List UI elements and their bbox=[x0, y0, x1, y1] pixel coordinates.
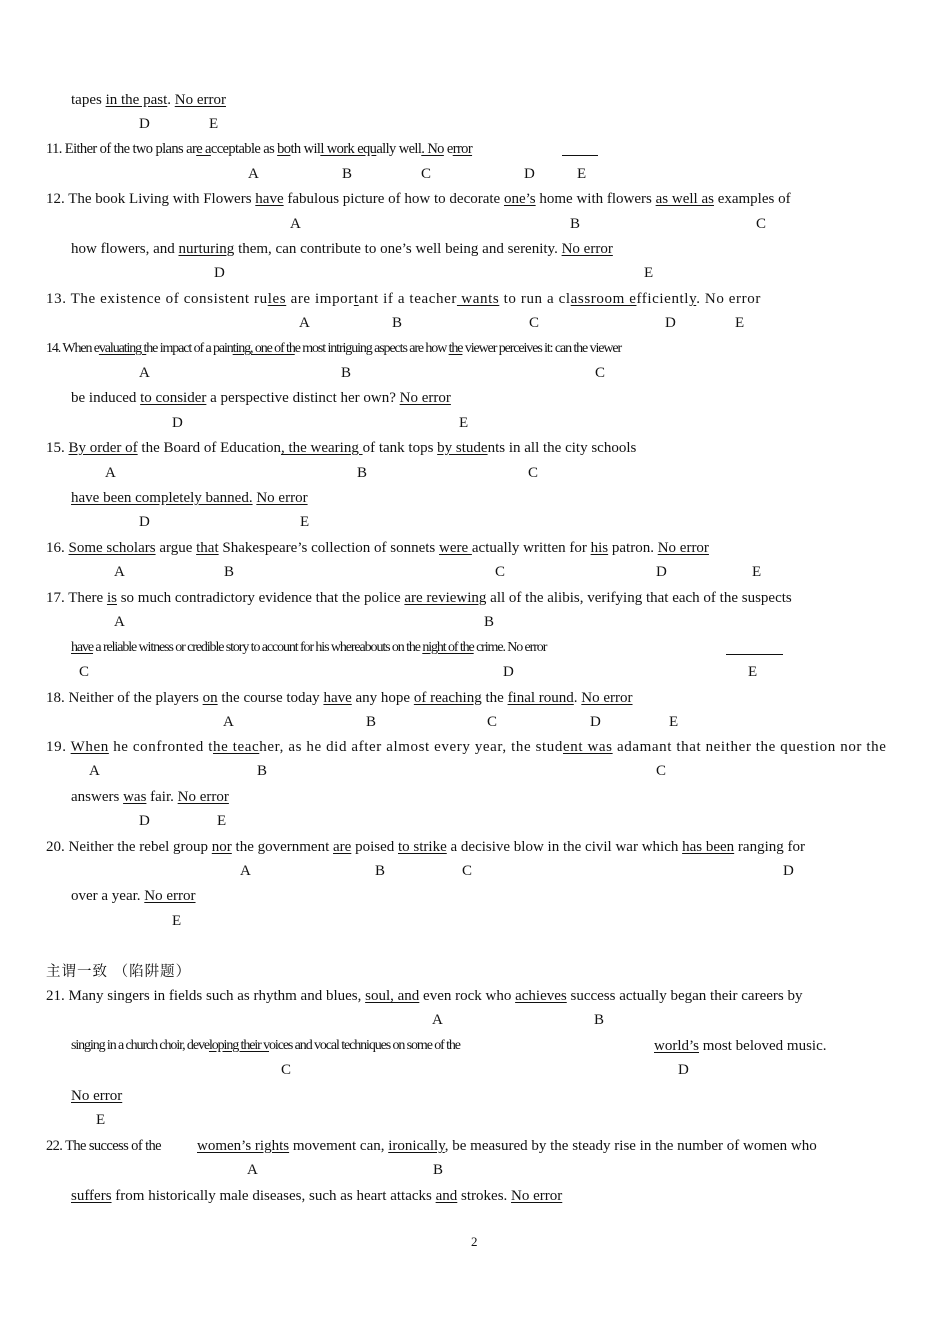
underlined-segment: No error bbox=[71, 1088, 123, 1104]
underlined-segment: as well as bbox=[655, 191, 714, 207]
question-line bbox=[71, 1187, 562, 1205]
text-segment: them, can contribute to one’s well being and serenity. bbox=[234, 241, 562, 257]
text-segment: be induced bbox=[71, 390, 141, 406]
choice-letter: D bbox=[172, 415, 183, 431]
question-line bbox=[654, 1037, 827, 1055]
choice-letter: D bbox=[678, 1062, 689, 1078]
text-segment: all of the alibis, verifying that each of the suspects bbox=[486, 590, 792, 606]
text-segment: success actually began their careers by bbox=[566, 988, 803, 1004]
underlined-segment: No error bbox=[657, 540, 709, 556]
underlined-segment: suffers bbox=[71, 1188, 112, 1204]
page-number: 2 bbox=[471, 1234, 478, 1249]
underlined-segment: women’s rights bbox=[197, 1138, 290, 1154]
text-segment: . bbox=[573, 690, 582, 706]
text-segment: any hope bbox=[351, 690, 414, 706]
text-segment: the course today bbox=[217, 690, 324, 706]
question-line bbox=[46, 340, 621, 358]
underlined-segment: have bbox=[323, 690, 352, 706]
text-segment: a decisive blow in the civil war which bbox=[446, 839, 683, 855]
choice-letter: E bbox=[752, 564, 762, 580]
question-line bbox=[197, 1137, 817, 1155]
choice-letter: A bbox=[432, 1012, 443, 1028]
underlined-segment: Some scholars bbox=[68, 540, 156, 556]
question-line bbox=[71, 489, 308, 507]
question-line bbox=[46, 738, 887, 756]
text-segment: of tank tops bbox=[362, 440, 438, 456]
text-segment: how flowers, and bbox=[71, 241, 179, 257]
question-line bbox=[46, 589, 792, 607]
text-segment: he confronted t bbox=[108, 739, 214, 755]
question-line bbox=[46, 838, 805, 856]
underlined-segment: night of the bbox=[422, 640, 474, 655]
text-segment: 19. bbox=[46, 739, 71, 755]
underlined-segment: rror bbox=[452, 141, 473, 157]
text-segment: singing in a church choir, deve bbox=[71, 1038, 209, 1053]
choice-letter: C bbox=[529, 315, 540, 331]
underlined-segment: ent was bbox=[563, 739, 613, 755]
text-segment: . bbox=[167, 92, 175, 108]
answer-blank bbox=[726, 654, 783, 655]
text-segment: the bbox=[481, 690, 508, 706]
underlined-segment: have been completely banned. bbox=[71, 490, 253, 506]
underlined-segment: ting, one of th bbox=[232, 341, 295, 356]
text-segment: 21. Many singers in fields such as rhythm and blues, bbox=[46, 988, 366, 1004]
question-line bbox=[46, 439, 636, 457]
text-segment: 16. bbox=[46, 540, 69, 556]
underlined-segment: y bbox=[689, 291, 697, 307]
text-segment: her, as he did after almost every year, the stud bbox=[259, 739, 564, 755]
underlined-segment: les bbox=[267, 291, 287, 307]
underlined-segment: of reaching bbox=[413, 690, 482, 706]
underlined-segment: his bbox=[590, 540, 609, 556]
choice-letter: E bbox=[96, 1112, 106, 1128]
choice-letter: D bbox=[665, 315, 676, 331]
text-segment: 22. The success of the bbox=[46, 1138, 161, 1154]
choice-letter: C bbox=[487, 714, 498, 730]
question-line bbox=[46, 539, 709, 557]
underlined-segment: by stude bbox=[437, 440, 488, 456]
choice-letter: A bbox=[299, 315, 310, 331]
text-segment: cceptable as bbox=[210, 141, 278, 157]
choice-letter: D bbox=[524, 166, 535, 182]
question-line bbox=[71, 1037, 460, 1055]
underlined-segment: wants bbox=[456, 291, 500, 307]
text-segment: 11. Either of the two plans ar bbox=[46, 141, 197, 157]
question-line bbox=[71, 1087, 122, 1105]
underlined-segment: bo bbox=[277, 141, 291, 157]
choice-letter: A bbox=[247, 1162, 258, 1178]
text-segment: 14. When e bbox=[46, 341, 99, 356]
underlined-segment: No error bbox=[144, 888, 196, 904]
question-line bbox=[46, 190, 791, 208]
underlined-segment: No error bbox=[174, 92, 226, 108]
text-segment: are impor bbox=[286, 291, 354, 307]
text-segment: from historically male diseases, such as heart attacks bbox=[111, 1188, 436, 1204]
underlined-segment: were bbox=[438, 540, 472, 556]
choice-letter: A bbox=[114, 564, 125, 580]
text-segment: fair. bbox=[146, 789, 178, 805]
underlined-segment: No error bbox=[399, 390, 451, 406]
choice-letter: A bbox=[105, 465, 116, 481]
choice-letter: B bbox=[366, 714, 377, 730]
underlined-segment: achieves bbox=[515, 988, 567, 1004]
choice-letter: A bbox=[89, 763, 100, 779]
choice-letter: B bbox=[484, 614, 495, 630]
choice-letter: C bbox=[281, 1062, 292, 1078]
text-segment: ally well bbox=[376, 141, 422, 157]
choice-letter: D bbox=[214, 265, 225, 281]
text-segment: th wil bbox=[290, 141, 321, 157]
section-heading: 主谓一致 （陷阱题） bbox=[46, 964, 192, 980]
choice-letter: E bbox=[300, 514, 310, 530]
choice-letter: B bbox=[257, 763, 268, 779]
text-segment: 18. Neither of the players bbox=[46, 690, 203, 706]
text-segment: most beloved music. bbox=[699, 1038, 827, 1054]
text-segment: tapes bbox=[71, 92, 106, 108]
text-segment: a perspective distinct her own? bbox=[206, 390, 400, 406]
underlined-segment: ironically bbox=[388, 1138, 445, 1154]
question-line bbox=[46, 987, 802, 1005]
question-line bbox=[71, 240, 613, 258]
choice-letter: D bbox=[139, 514, 150, 530]
text-segment: oices and vocal techniques on some of the bbox=[269, 1038, 460, 1053]
choice-letter: C bbox=[462, 863, 473, 879]
question-line bbox=[71, 91, 226, 109]
underlined-segment: soul, and bbox=[365, 988, 420, 1004]
choice-letter: B bbox=[342, 166, 353, 182]
choice-letter: B bbox=[357, 465, 368, 481]
choice-letter: A bbox=[248, 166, 259, 182]
underlined-segment: he teac bbox=[213, 739, 260, 755]
choice-letter: E bbox=[459, 415, 469, 431]
choice-letter: D bbox=[590, 714, 601, 730]
choice-letter: B bbox=[375, 863, 386, 879]
underlined-segment: valuating t bbox=[98, 341, 147, 356]
underlined-segment: , the wearing bbox=[280, 440, 363, 456]
choice-letter: A bbox=[139, 365, 150, 381]
text-segment: strokes. bbox=[457, 1188, 512, 1204]
question-line bbox=[71, 788, 229, 806]
underlined-segment: to consider bbox=[140, 390, 207, 406]
underlined-segment: No error bbox=[511, 1188, 563, 1204]
underlined-segment: nor bbox=[211, 839, 232, 855]
underlined-segment: and bbox=[435, 1188, 458, 1204]
question-line bbox=[71, 639, 546, 657]
underlined-segment: are bbox=[333, 839, 352, 855]
underlined-segment: l work equ bbox=[320, 141, 377, 157]
text-segment: argue bbox=[155, 540, 197, 556]
choice-letter: E bbox=[669, 714, 679, 730]
text-segment: 20. Neither the rebel group bbox=[46, 839, 212, 855]
text-segment: e most intriguing aspects are how bbox=[294, 341, 449, 356]
choice-letter: C bbox=[656, 763, 667, 779]
text-segment: 13. The existence of consistent ru bbox=[46, 291, 268, 307]
text-segment: answers bbox=[71, 789, 124, 805]
underlined-segment: assroom e bbox=[570, 291, 637, 307]
text-segment: a reliable witness or credible story to account for his whereabouts on the bbox=[93, 640, 423, 655]
text-segment: e bbox=[443, 141, 453, 157]
choice-letter: D bbox=[139, 813, 150, 829]
underlined-segment: loping their v bbox=[208, 1038, 270, 1053]
choice-letter: B bbox=[341, 365, 352, 381]
question-line bbox=[46, 689, 633, 707]
underlined-segment: e a bbox=[196, 141, 211, 157]
question-line bbox=[46, 290, 761, 308]
underlined-segment: . No bbox=[421, 141, 444, 157]
choice-letter: E bbox=[644, 265, 654, 281]
choice-letter: A bbox=[290, 216, 301, 232]
text-segment: , be measured by the steady rise in the number of women who bbox=[444, 1138, 817, 1154]
choice-letter: B bbox=[570, 216, 581, 232]
text-segment: 12. The book Living with Flowers bbox=[46, 191, 256, 207]
choice-letter: C bbox=[756, 216, 767, 232]
text-segment: he impact of a pain bbox=[146, 341, 233, 356]
underlined-segment: was bbox=[123, 789, 147, 805]
choice-letter: D bbox=[783, 863, 794, 879]
underlined-segment: No error bbox=[256, 490, 308, 506]
underlined-segment: in the past bbox=[105, 92, 168, 108]
text-segment: examples of bbox=[713, 191, 791, 207]
choice-letter: E bbox=[748, 664, 758, 680]
choice-letter: E bbox=[735, 315, 745, 331]
text-segment: the Board of Education bbox=[137, 440, 281, 456]
choice-letter: B bbox=[224, 564, 235, 580]
underlined-segment: No error bbox=[561, 241, 613, 257]
underlined-segment: t bbox=[353, 291, 359, 307]
underlined-segment: has been bbox=[682, 839, 735, 855]
underlined-segment: No error bbox=[581, 690, 633, 706]
underlined-segment: final round bbox=[507, 690, 574, 706]
choice-letter: C bbox=[79, 664, 90, 680]
underlined-segment: the bbox=[448, 341, 463, 356]
text-segment: . No error bbox=[696, 291, 761, 307]
text-segment: so much contradictory evidence that the police bbox=[116, 590, 405, 606]
choice-letter: E bbox=[172, 913, 182, 929]
text-segment: poised bbox=[351, 839, 398, 855]
text-segment: 15. bbox=[46, 440, 69, 456]
question-line bbox=[71, 887, 196, 905]
text-segment: fficientl bbox=[636, 291, 690, 307]
text-segment: movement can, bbox=[289, 1138, 389, 1154]
text-segment: crime. No error bbox=[473, 640, 547, 655]
choice-letter: A bbox=[114, 614, 125, 630]
text-segment: fabulous picture of how to decorate bbox=[283, 191, 504, 207]
choice-letter: C bbox=[421, 166, 432, 182]
choice-letter: B bbox=[594, 1012, 605, 1028]
choice-letter: E bbox=[209, 116, 219, 132]
underlined-segment: are reviewing bbox=[404, 590, 487, 606]
underlined-segment: that bbox=[196, 540, 219, 556]
choice-letter: B bbox=[392, 315, 403, 331]
text-segment: patron. bbox=[608, 540, 658, 556]
underlined-segment: is bbox=[106, 590, 117, 606]
choice-letter: B bbox=[433, 1162, 444, 1178]
text-segment: 17. There bbox=[46, 590, 107, 606]
underlined-segment: have bbox=[255, 191, 284, 207]
choice-letter: C bbox=[528, 465, 539, 481]
question-line bbox=[71, 389, 451, 407]
text-segment: nts in all the city schools bbox=[487, 440, 637, 456]
underlined-segment: on bbox=[202, 690, 218, 706]
text-segment: the government bbox=[231, 839, 334, 855]
text-segment: adamant that neither the question nor the bbox=[612, 739, 887, 755]
text-segment: ant if a teacher bbox=[358, 291, 457, 307]
text-segment: even rock who bbox=[419, 988, 516, 1004]
text-segment: actually written for bbox=[471, 540, 591, 556]
underlined-segment: world’s bbox=[654, 1038, 699, 1054]
question-line bbox=[46, 140, 472, 158]
underlined-segment: one’s bbox=[503, 191, 536, 207]
text-segment: home with flowers bbox=[535, 191, 656, 207]
answer-blank bbox=[562, 155, 598, 156]
underlined-segment: nurturing bbox=[178, 241, 235, 257]
text-segment: ranging for bbox=[734, 839, 805, 855]
underlined-segment: No error bbox=[177, 789, 229, 805]
text-segment: to run a cl bbox=[499, 291, 571, 307]
choice-letter: A bbox=[223, 714, 234, 730]
underlined-segment: have bbox=[71, 640, 94, 655]
underlined-segment: to strike bbox=[398, 839, 447, 855]
choice-letter: A bbox=[240, 863, 251, 879]
question-line bbox=[46, 1137, 161, 1155]
choice-letter: C bbox=[495, 564, 506, 580]
underlined-segment: By order of bbox=[68, 440, 138, 456]
choice-letter: D bbox=[656, 564, 667, 580]
text-segment: Shakespeare’s collection of sonnets bbox=[218, 540, 439, 556]
choice-letter: D bbox=[503, 664, 514, 680]
choice-letter: E bbox=[217, 813, 227, 829]
text-segment: over a year. bbox=[71, 888, 145, 904]
choice-letter: E bbox=[577, 166, 587, 182]
choice-letter: D bbox=[139, 116, 150, 132]
text-segment: viewer perceives it: can the viewer bbox=[462, 341, 622, 356]
choice-letter: C bbox=[595, 365, 606, 381]
underlined-segment: When bbox=[70, 739, 109, 755]
